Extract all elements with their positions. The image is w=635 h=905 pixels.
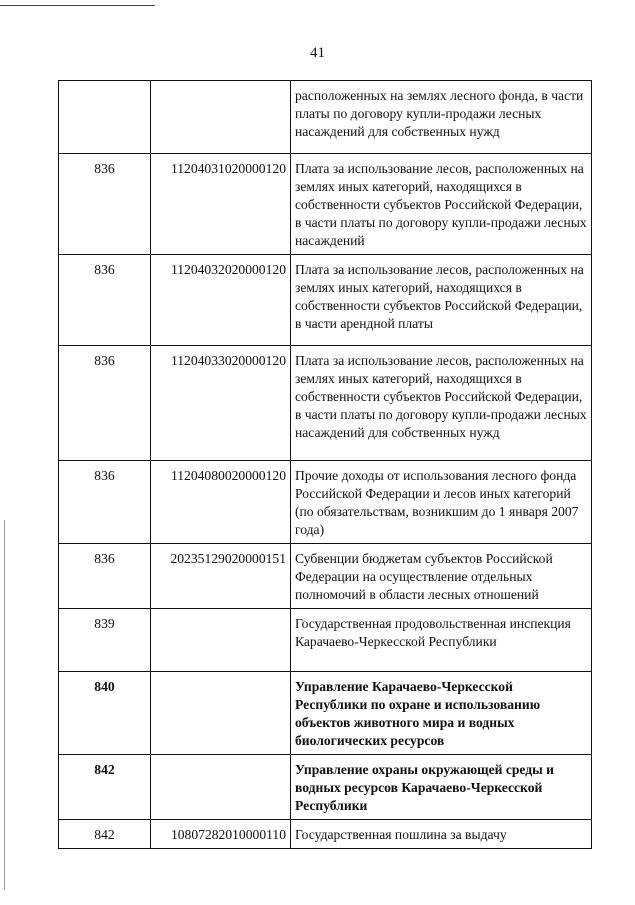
admin-code-cell: 836 (59, 154, 151, 255)
kbk-code-cell: 10807282010000110 (151, 820, 291, 849)
description-cell: Плата за использование лесов, расположенных на землях иных категорий, находящихся в собственности субъектов Российской Федерации, в части платы по договору купли-продажи лесных насаждений (291, 154, 592, 255)
admin-code-cell: 842 (59, 755, 151, 820)
admin-code-cell (59, 81, 151, 154)
kbk-code-cell: 20235129020000151 (151, 544, 291, 609)
description-cell: Государственная пошлина за выдачу (291, 820, 592, 849)
table-row-heading (59, 755, 592, 820)
admin-code-cell: 840 (59, 672, 151, 755)
scan-artifact-edge (4, 520, 5, 890)
description-cell: Субвенции бюджетам субъектов Российской Федерации на осуществление отдельных полномочий в области лесных отношений (291, 544, 592, 609)
kbk-code-cell (151, 81, 291, 154)
kbk-code-cell: 11204033020000120 (151, 346, 291, 461)
table-row (59, 820, 592, 849)
table-row (59, 154, 592, 255)
kbk-code-cell: 11204080020000120 (151, 461, 291, 544)
table-row (59, 609, 592, 672)
kbk-code-cell: 11204031020000120 (151, 154, 291, 255)
page-number: 41 (310, 45, 325, 61)
admin-code-cell: 836 (59, 346, 151, 461)
description-cell: Управление Карачаево-Черкесской Республики по охране и использованию объектов животного мира и водных биологических ресурсов (291, 672, 592, 755)
admin-code-cell: 836 (59, 544, 151, 609)
table-row (59, 81, 592, 154)
description-cell: Плата за использование лесов, расположенных на землях иных категорий, находящихся в собственности субъектов Российской Федерации, в части арендной платы (291, 255, 592, 346)
description-cell: Прочие доходы от использования лесного фонда Российской Федерации и лесов иных категорий (по обязательствам, возникшим до 1 января 2007 года) (291, 461, 592, 544)
table-row (59, 346, 592, 461)
description-cell: расположенных на землях лесного фонда, в части платы по договору купли-продажи лесных насаждений для собственных нужд (291, 81, 592, 154)
table-row (59, 461, 592, 544)
table-row (59, 255, 592, 346)
admin-code-cell: 842 (59, 820, 151, 849)
admin-code-cell: 836 (59, 461, 151, 544)
description-cell: Управление охраны окружающей среды и водных ресурсов Карачаево-Черкесской Республики (291, 755, 592, 820)
admin-code-cell: 839 (59, 609, 151, 672)
kbk-code-cell (151, 755, 291, 820)
table-row-heading (59, 672, 592, 755)
table-row (59, 544, 592, 609)
kbk-code-cell (151, 609, 291, 672)
kbk-code-cell: 11204032020000120 (151, 255, 291, 346)
scan-artifact-line (0, 5, 155, 6)
description-cell: Государственная продовольственная инспекция Карачаево-Черкесской Республики (291, 609, 592, 672)
revenue-codes-table (58, 80, 592, 849)
kbk-code-cell (151, 672, 291, 755)
description-cell: Плата за использование лесов, расположенных на землях иных категорий, находящихся в собственности субъектов Российской Федерации, в части платы по договору купли-продажи лесных насаждений для собственных нужд (291, 346, 592, 461)
admin-code-cell: 836 (59, 255, 151, 346)
